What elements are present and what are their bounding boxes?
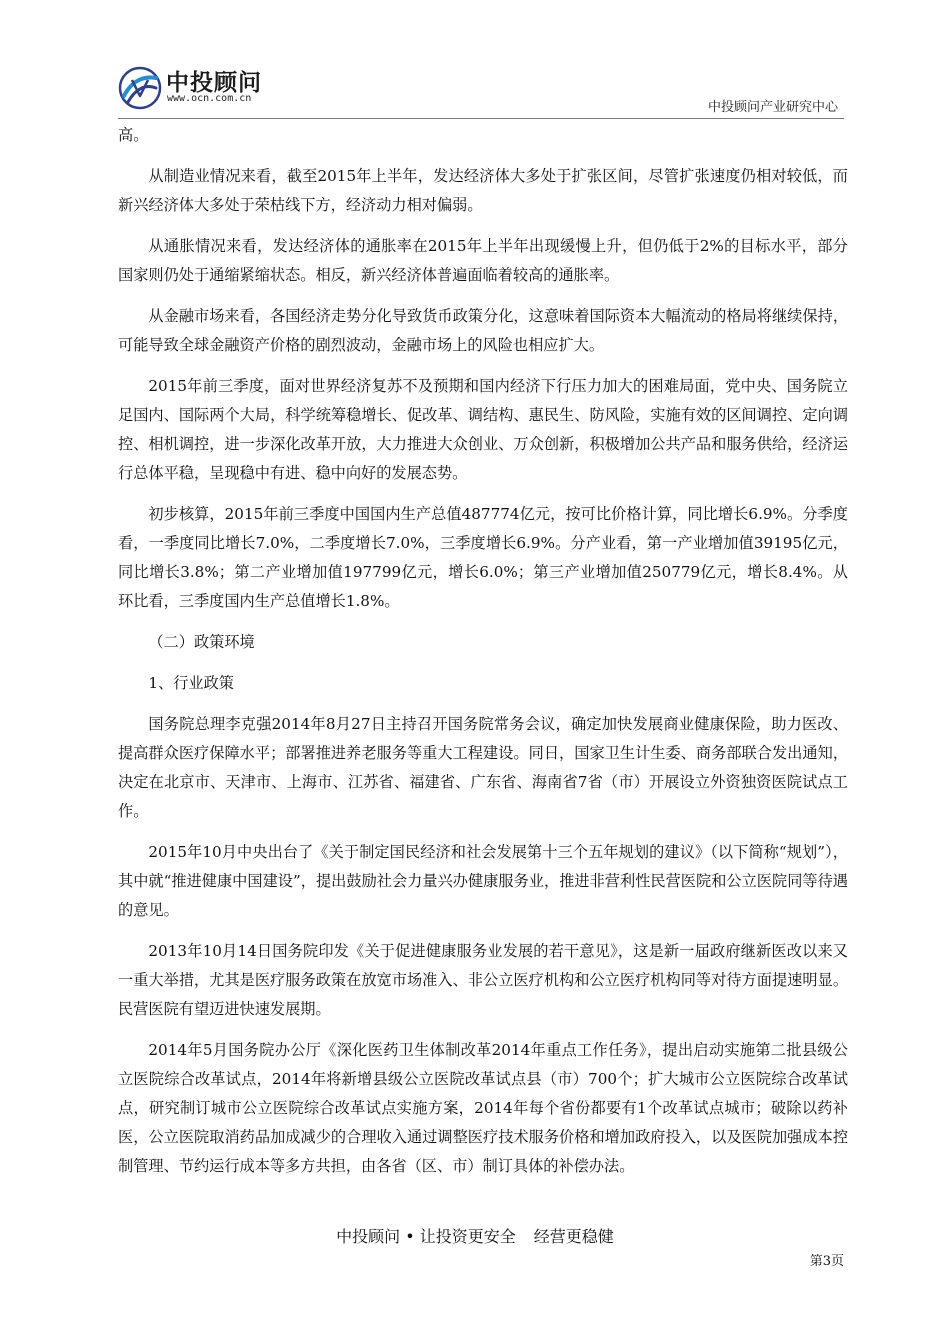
footer-slogan-right: 经营更稳健 [533, 1227, 614, 1246]
paragraph-financial-market: 从金融市场来看，各国经济走势分化导致货币政策分化，这意味着国际资本大幅流动的格局将继续保持，可能导致全球金融资产价格的剧烈波动，金融市场上的风险也相应扩大。 [118, 307, 848, 354]
header-org-name: 中投顾问产业研究中心 [707, 100, 838, 115]
paragraph-health-services-2013: 2013年10月14日国务院印发《关于促进健康服务业发展的若干意见》，这是新一届政府继新医改以来又一重大举措，尤其是医疗服务政策在放宽市场准入、非公立医疗机构和公立医疗机构同等对待方面提速明显。民营医院有望迈进快速发展期。 [118, 942, 848, 1018]
footer-slogan [0, 1224, 950, 1247]
footer-slogan-left: 中投顾问 • 让投资更安全 [336, 1227, 516, 1246]
page-number: 第3页 [809, 1254, 844, 1269]
header-divider [118, 118, 844, 119]
paragraph-continuation: 高。 [118, 126, 149, 144]
paragraph-five-year-plan: 2015年10月中央出台了《关于制定国民经济和社会发展第十三个五年规划的建议》（以下简称“规划”），其中就“推进健康中国建设”，提出鼓励社会力量兴办健康服务业，推进非营利性民营医院和公立医院同等待遇的意见。 [118, 843, 848, 919]
section-heading-policy: （二）政策环境 [148, 633, 255, 651]
paragraph-medical-reform-2014: 2014年5月国务院办公厅《深化医药卫生体制改革2014年重点工作任务》，提出启动实施第二批县级公立医院综合改革试点，2014年将新增县级公立医院改革试点县（市）700个；扩大城市公立医院综合改革试点，研究制订城市公立医院综合改革试点实施方案，2014年每个省份都要有1个改革试点城市；破除以药补医，公立医院取消药品加成减少的合理收入通过调整医疗技术服务价格和增加政府投入，以及医院加强成本控制管理、节约运行成本等多方共担，由各省（区、市）制订具体的补偿办法。 [118, 1041, 848, 1175]
paragraph-inflation: 从通胀情况来看，发达经济体的通胀率在2015年上半年出现缓慢上升，但仍低于2%的目标水平，部分国家则仍处于通缩紧缩状态。相反，新兴经济体普遍面临着较高的通胀率。 [118, 237, 848, 284]
document-body [118, 121, 848, 1193]
paragraph-state-council-2014: 国务院总理李克强2014年8月27日主持召开国务院常务会议，确定加快发展商业健康保险，助力医改、提高群众医疗保障水平；部署推进养老服务等重大工程建设。同日，国家卫生计生委、商务部联合发出通知，决定在北京市、天津市、上海市、江苏省、福建省、广东省、海南省7省（市）开展设立外资独资医院试点工作。 [118, 715, 848, 820]
logo-swoosh-icon [118, 66, 162, 110]
paragraph-2015-economy: 2015年前三季度，面对世界经济复苏不及预期和国内经济下行压力加大的困难局面，党中央、国务院立足国内、国际两个大局，科学统筹稳增长、促改革、调结构、惠民生、防风险，实施有效的区间调控、定向调控、相机调控，进一步深化改革开放，大力推进大众创业、万众创新，积极增加公共产品和服务供给，经济运行总体平稳，呈现稳中有进、稳中向好的发展态势。 [118, 377, 848, 482]
logo-title: 中投顾问 [166, 70, 262, 96]
company-logo [118, 66, 268, 110]
page-header [0, 0, 950, 120]
paragraph-manufacturing: 从制造业情况来看，截至2015年上半年，发达经济体大多处于扩张区间，尽管扩张速度仍相对较低，而新兴经济体大多处于荣枯线下方，经济动力相对偏弱。 [118, 167, 848, 214]
paragraph-gdp: 初步核算，2015年前三季度中国国内生产总值487774亿元，按可比价格计算，同比增长6.9%。分季度看，一季度同比增长7.0%，二季度增长7.0%，三季度增长6.9%。分产业看，第一产业增加值39195亿元，同比增长3.8%；第二产业增加值197799亿元，增长6.0%；第三产业增加值250779亿元，增长8.4%。从环比看，三季度国内生产总值增长1.8%。 [118, 505, 848, 610]
subsection-heading-industry-policy: 1、行业政策 [148, 674, 234, 692]
logo-url: www.ocn.com.cn [167, 93, 252, 104]
